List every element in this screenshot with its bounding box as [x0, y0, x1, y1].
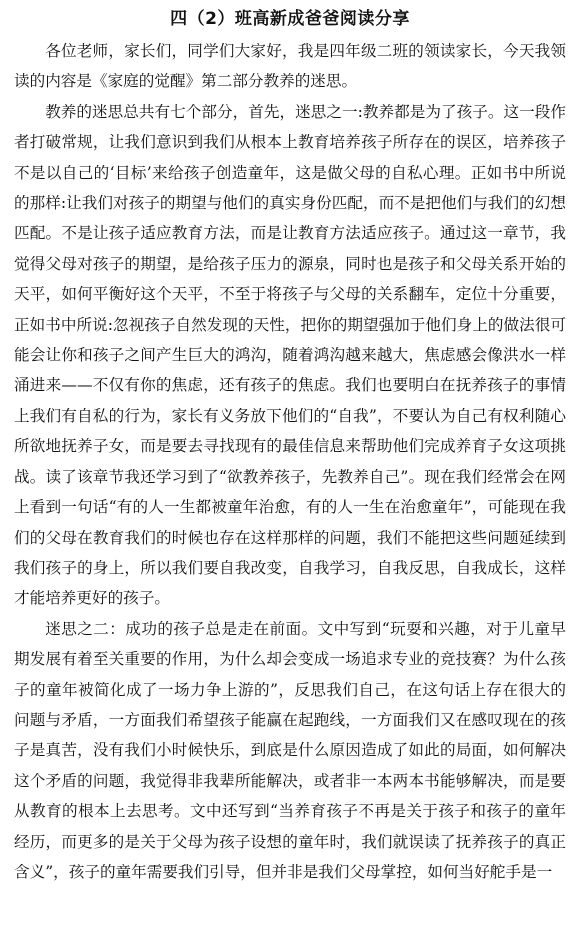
paragraph-myth-two: 迷思之二：成功的孩子总是走在前面。文中写到“玩耍和兴趣，对于儿童早期发展有着至关重要的作用，为什么却会变成一场追求专业的竞技赛？为什么孩子的童年被简化成了一场力争上游的”，反思我们自己，在这句话上存在很大的问题与矛盾，一方面我们希望孩子能赢在起跑线，一方面我们又在感叹现在的孩子是真苦，没有我们小时候快乐，到底是什么原因造成了如此的局面，如何解决这个矛盾的问题，我觉得非我辈所能解决，或者非一本两本书能够解决，而是要从教育的根本上去思考。文中还写到“当养育孩子不再是关于孩子和孩子的童年经历，而更多的是关于父母为孩子设想的童年时，我们就误读了抚养孩子的真正含义”，孩子的童年需要我们引导，但并非是我们父母掌控，如何当好舵手是一	[14, 619, 566, 881]
paragraph-intro: 各位老师，家长们，同学们大家好，我是四年级二班的领读家长，今天我领读的内容是《家庭的觉醒》第二部分教养的迷思。	[14, 42, 566, 91]
document-title: 四（2）班高新成爸爸阅读分享	[170, 9, 410, 29]
paragraph-myth-one: 教养的迷思总共有七个部分，首先，迷思之一:教养都是为了孩子。这一段作者打破常规，让我们意识到我们从根本上教育培养孩子所存在的误区，培养孩子不是以自己的‘目标’来给孩子创造童年，这是做父母的自私心理。正如书中所说的那样:让我们对孩子的期望与他们的真实身份匹配，而不是把他们与我们的幻想匹配。不是让孩子适应教育方法，而是让教育方法适应孩子。通过这一章节，我觉得父母对孩子的期望，是给孩子压力的源泉，同时也是孩子和父母关系开始的天平，如何平衡好这个天平，不至于将孩子与父母的关系翻车，定位十分重要，正如书中所说:忽视孩子自然发现的天性，把你的期望强加于他们身上的做法很可能会让你和孩子之间产生巨大的鸿沟，随着鸿沟越来越大，焦虑感会像洪水一样涌进来——不仅有你的焦虑，还有孩子的焦虑。我们也要明白在抚养孩子的事情上我们有自私的行为，家长有义务放下他们的“自我”，不要认为自己有权利随心所欲地抚养子女，而是要去寻找现有的最佳信息来帮助他们完成养育子女这项挑战。读了该章节我还学习到了“欲教养孩子，先教养自己”。现在我们经常会在网上看到一句话“有的人一生都被童年治愈，有的人一生在治愈童年”，可能现在我们的父母在教育我们的时候也存在这样那样的问题，我们不能把这些问题延续到我们孩子的身上，所以我们要自我改变，自我学习，自我反思，自我成长，这样才能培养更好的孩子。	[14, 102, 566, 608]
